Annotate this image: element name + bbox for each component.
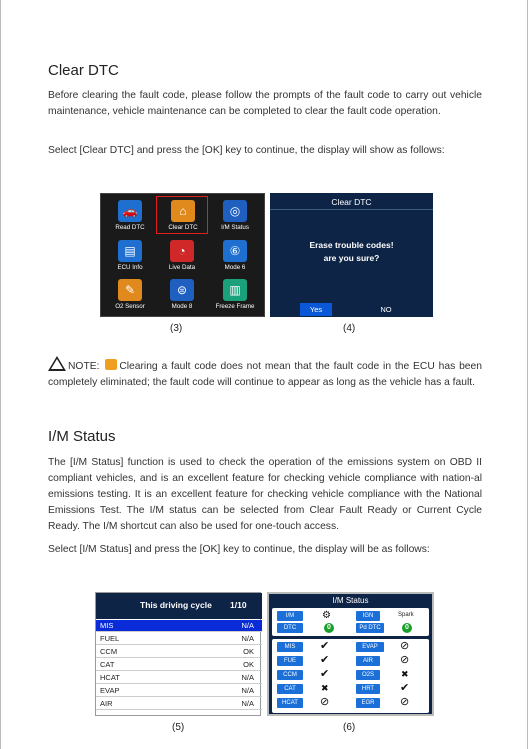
check-icon: ✔ <box>320 640 330 652</box>
yes-button[interactable]: Yes <box>300 303 332 316</box>
car-icon: 🚗 <box>118 200 142 222</box>
not-supported-icon: ⊘ <box>400 654 410 666</box>
table-row[interactable] <box>96 620 262 632</box>
page-indicator: 1/10 <box>230 600 247 610</box>
table-row[interactable] <box>96 659 262 671</box>
table-row[interactable] <box>96 633 262 645</box>
check-icon: ✔ <box>320 654 330 666</box>
confirm-message-line2: are you sure? <box>323 253 380 263</box>
dtc-count: 0 <box>324 623 334 633</box>
im-status-instruction: Select [I/M Status] and press the [OK] key to continue, the display will be as follows: <box>48 544 430 555</box>
row-key: CAT <box>100 660 115 669</box>
tile-mode-8[interactable] <box>156 276 208 314</box>
note-label: NOTE: <box>68 361 100 372</box>
check-icon: ✔ <box>320 668 330 680</box>
section-title-im-status: I/M Status <box>48 428 116 445</box>
row-value: N/A <box>241 686 254 695</box>
tile-live-data[interactable] <box>156 237 208 275</box>
row-value: N/A <box>241 621 254 630</box>
tile-freeze-frame[interactable] <box>209 276 261 314</box>
ign-chip: IGN <box>356 611 380 621</box>
tile-label: O2 Sensor <box>115 303 145 310</box>
monitor-chip: CAT <box>277 684 303 694</box>
mode6-icon: ⑥ <box>223 240 247 262</box>
tile-label: Clear DTC <box>168 224 198 231</box>
monitor-chip: MIS <box>277 642 303 652</box>
row-key: FUEL <box>100 634 120 643</box>
tile-label: Read DTC <box>115 224 145 231</box>
tile-mode-6[interactable] <box>209 237 261 275</box>
monitor-chip: EVAP <box>356 642 384 652</box>
im-chip: I/M <box>277 611 303 621</box>
note-text: Clearing a fault code does not mean that the fault code in the ECU has been completely eliminated; the fault code will continue to appear as long as the vehicle has a fault. <box>48 361 482 388</box>
tile-label: ECU Info <box>117 264 143 271</box>
table-row[interactable] <box>96 685 262 697</box>
tile-label: Live Data <box>168 264 196 271</box>
clear-dtc-intro: Before clearing the fault code, please follow the prompts of the fault code to carry out vehicle maintenance, vehicle maintenance can be completed to clear the fault code operation. <box>48 90 482 117</box>
document-icon: ▤ <box>118 240 142 262</box>
im-status-intro: The [I/M Status] function is used to check the operation of the emissions system on OBD II compliant vehicles, and is an excellent feature for checking vehicle compliance with nation-al emissions testing. It is an excellent feature for checking vehicle compliance with the National Emissions Test. The I/M status can be selected from Clear Fault Ready or Current Cycle Ready. The I/M shortcut can also be used for one-touch access. <box>48 457 482 532</box>
tile-label: Mode 8 <box>171 303 193 310</box>
row-key: CCM <box>100 647 118 656</box>
clear-icon: ⌂ <box>171 200 195 222</box>
row-value: N/A <box>241 673 254 682</box>
caption-4: (4) <box>343 323 356 334</box>
table-row[interactable] <box>96 698 262 710</box>
monitor-box <box>272 639 429 713</box>
row-value: OK <box>243 660 254 669</box>
row-key: EVAP <box>100 686 120 695</box>
driving-cycle-title: This driving cycle <box>140 600 212 610</box>
driving-cycle-header <box>96 593 262 619</box>
caption-3: (3) <box>170 323 183 334</box>
clear-dtc-mini-icon <box>105 359 117 370</box>
check-icon: ✔ <box>400 682 410 694</box>
engine-icon: ⚙ <box>322 610 331 621</box>
im-status-screen <box>267 592 434 716</box>
tile-label: I/M Status <box>221 224 249 231</box>
sensor-icon: ✎ <box>118 279 142 301</box>
caption-5: (5) <box>172 722 185 733</box>
clear-dtc-instruction: Select [Clear DTC] and press the [OK] key to continue, the display will show as follows: <box>48 145 445 156</box>
divider <box>270 209 433 210</box>
tile-read-dtc[interactable] <box>104 197 156 235</box>
mode8-icon: ⊜ <box>170 279 194 301</box>
tile-ecu-info[interactable] <box>104 237 156 275</box>
monitor-chip: FUE <box>277 656 303 666</box>
table-row[interactable] <box>96 646 262 658</box>
not-supported-icon: ⊘ <box>320 696 330 708</box>
dtc-chip: DTC <box>277 623 303 633</box>
caption-6: (6) <box>343 722 356 733</box>
tile-o2-sensor[interactable] <box>104 276 156 314</box>
freeze-frame-icon: ▥ <box>223 279 247 301</box>
tile-label: Mode 6 <box>224 264 246 271</box>
monitor-chip: O2S <box>356 670 380 680</box>
summary-box <box>272 608 429 636</box>
note-paragraph <box>48 356 482 391</box>
monitor-chip: EGR <box>356 698 380 708</box>
row-value: N/A <box>241 699 254 708</box>
section-title-clear-dtc: Clear DTC <box>48 62 119 79</box>
confirm-title: Clear DTC <box>331 197 372 207</box>
tile-label: Freeze Frame <box>215 303 255 310</box>
not-supported-icon: ⊘ <box>400 696 410 708</box>
row-value: N/A <box>241 634 254 643</box>
driving-cycle-screen <box>95 592 261 716</box>
tile-clear-dtc[interactable] <box>156 196 208 234</box>
monitor-chip: HCAT <box>277 698 303 708</box>
cross-icon: ✖ <box>321 683 329 693</box>
monitor-chip: AIR <box>356 656 380 666</box>
monitor-chip: HRT <box>356 684 380 694</box>
row-key: MIS <box>100 621 114 630</box>
clear-dtc-confirm-screen <box>270 193 433 317</box>
status-icon: ◎ <box>223 200 247 222</box>
spark-label: Spark <box>398 612 414 618</box>
row-key: HCAT <box>100 673 120 682</box>
cross-icon: ✖ <box>401 669 409 679</box>
confirm-message <box>270 239 433 265</box>
im-status-screen-title: I/M Status <box>332 596 369 605</box>
confirm-message-line1: Erase trouble codes! <box>309 240 394 250</box>
pd-dtc-chip: Pd DTC <box>356 623 384 633</box>
row-value: OK <box>243 647 254 656</box>
pd-dtc-count: 0 <box>402 623 412 633</box>
monitor-chip: CCM <box>277 670 303 680</box>
menu-screen <box>100 193 265 317</box>
table-row[interactable] <box>96 672 262 684</box>
row-key: AIR <box>100 699 113 708</box>
no-button[interactable]: NO <box>380 305 392 314</box>
warning-icon <box>48 356 66 371</box>
not-supported-icon: ⊘ <box>400 640 410 652</box>
gauge-icon: ◔ <box>170 240 194 262</box>
tile-im-status[interactable] <box>209 197 261 235</box>
